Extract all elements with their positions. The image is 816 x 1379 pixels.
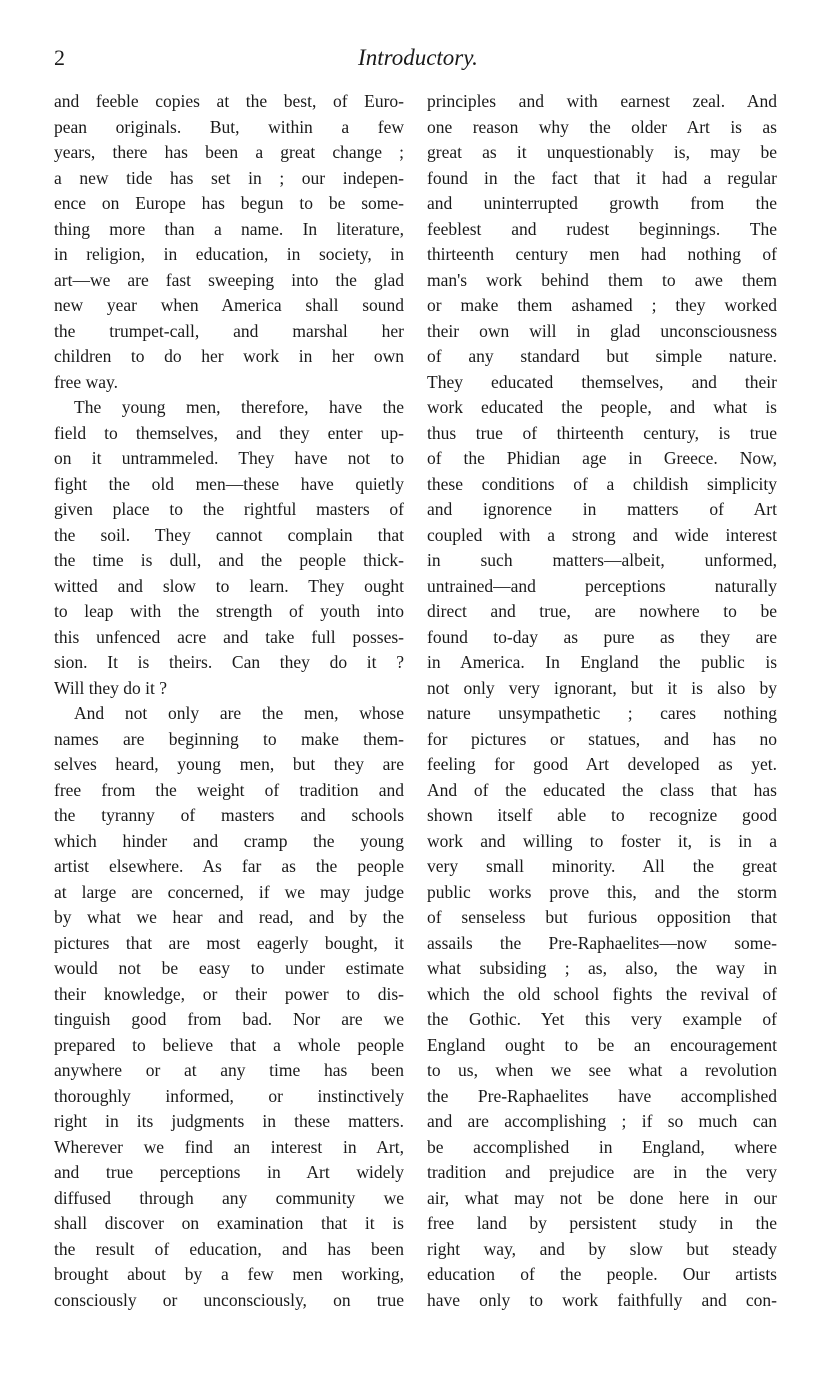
text-line: right in its judgments in these matters. (54, 1111, 404, 1131)
text-line: what subsiding ; as, also, the way in (427, 958, 777, 978)
text-line: not only very ignorant, but it is also by (427, 677, 777, 698)
text-line: man's work behind them to awe them (427, 269, 777, 290)
text-line: public works prove this, and the storm (427, 881, 777, 902)
text-line: field to themselves, and they enter up- (54, 422, 404, 443)
text-line: artist elsewhere. As far as the people (54, 856, 404, 876)
text-line: the time is dull, and the people thick- (54, 550, 404, 570)
text-line: free way. (54, 371, 118, 392)
text-line: by what we hear and read, and by the (54, 907, 404, 927)
text-line: ence on Europe has begun to be some- (54, 193, 404, 213)
text-line: diffused through any community we (54, 1187, 404, 1208)
text-line: Will they do it ? (54, 677, 168, 698)
text-line: which hinder and cramp the young (54, 830, 404, 851)
text-line: the trumpet-call, and marshal her (54, 320, 404, 341)
text-line: shown itself able to recognize good (427, 805, 777, 825)
text-line: education of the people. Our artists (427, 1264, 777, 1284)
text-line: untrained—and perceptions naturally (427, 575, 777, 596)
text-line: at large are concerned, if we may judge (54, 881, 404, 902)
text-line: new year when America shall sound (54, 295, 404, 315)
text-line: in religion, in education, in society, in (54, 244, 404, 264)
text-line: to leap with the strength of youth into (54, 601, 404, 621)
text-line: their knowledge, or their power to dis- (54, 983, 404, 1004)
text-line: anywhere or at any time has been (54, 1060, 404, 1080)
text-line: of the Phidian age in Greece. Now, (427, 448, 777, 468)
text-line: thing more than a name. In literature, (54, 218, 404, 239)
text-line: and are accomplishing ; if so much can (427, 1111, 777, 1131)
text-line: in such matters—albeit, unformed, (427, 550, 777, 570)
text-line: a new tide has set in ; our indepen- (54, 167, 404, 188)
text-line: which the old school fights the revival of (427, 983, 777, 1004)
text-line: principles and with earnest zeal. And (427, 91, 777, 111)
text-line: prepared to believe that a whole people (54, 1034, 404, 1055)
page-number: 2 (54, 45, 65, 70)
text-line: work and willing to foster it, is in a (427, 830, 777, 851)
text-line: in America. In England the public is (427, 652, 777, 672)
text-line: for pictures or statues, and has no (427, 728, 777, 749)
text-line: the result of education, and has been (54, 1238, 404, 1259)
text-line: nature unsympathetic ; cares nothing (427, 703, 777, 723)
text-line: and uninterrupted growth from the (427, 193, 777, 213)
text-line: found to-day as pure as they are (427, 626, 777, 647)
text-line: great as it unquestionably is, may be (427, 142, 777, 162)
text-line: The young men, therefore, have the (74, 397, 404, 417)
text-line: pean originals. But, within a few (54, 116, 404, 137)
text-line: of any standard but simple nature. (427, 346, 777, 366)
text-line: the Gothic. Yet this very example of (427, 1009, 777, 1029)
text-line: be accomplished in England, where (427, 1136, 777, 1157)
text-line: thoroughly informed, or instinctively (54, 1085, 404, 1106)
text-line: work educated the people, and what is (427, 397, 777, 417)
text-line: would not be easy to under estimate (54, 958, 404, 978)
text-line: selves heard, young men, but they are (54, 754, 404, 774)
text-line: of senseless but furious opposition that (427, 907, 777, 927)
text-line: tinguish good from bad. Nor are we (54, 1009, 404, 1029)
right-column (427, 89, 777, 1313)
text-line: given place to the rightful masters of (54, 499, 404, 519)
text-line: the tyranny of masters and schools (54, 805, 404, 825)
text-line: And not only are the men, whose (74, 703, 404, 723)
text-line: They educated themselves, and their (427, 371, 777, 392)
text-line: brought about by a few men working, (54, 1264, 404, 1284)
text-line: coupled with a strong and wide interest (427, 524, 777, 545)
text-line: or make them ashamed ; they worked (427, 295, 777, 315)
text-line: direct and true, are nowhere to be (427, 601, 777, 621)
text-line: have only to work faithfully and con- (427, 1289, 777, 1310)
text-line: the soil. They cannot complain that (54, 524, 404, 545)
text-line: shall discover on examination that it is (54, 1213, 404, 1233)
text-line: assails the Pre-Raphaelites—now some- (427, 932, 777, 953)
left-column (54, 89, 404, 1313)
text-line: feeblest and rudest beginnings. The (427, 218, 777, 239)
text-line: consciously or unconsciously, on true (54, 1289, 404, 1310)
text-line: England ought to be an encouragement (427, 1034, 777, 1055)
text-line: one reason why the older Art is as (427, 116, 777, 137)
text-line: right way, and by slow but steady (427, 1238, 777, 1259)
text-line: And of the educated the class that has (427, 779, 777, 800)
text-line: fight the old men—these have quietly (54, 473, 404, 494)
text-line: children to do her work in her own (54, 346, 404, 366)
text-line: these conditions of a childish simplicity (427, 473, 777, 494)
text-line: pictures that are most eagerly bought, it (54, 932, 404, 953)
text-line: names are beginning to make them- (54, 728, 404, 749)
text-line: and ignorence in matters of Art (427, 499, 777, 519)
text-line: sion. It is theirs. Can they do it ? (54, 652, 404, 672)
text-line: air, what may not be done here in our (427, 1187, 777, 1208)
text-line: thus true of thirteenth century, is true (427, 422, 777, 443)
text-line: thirteenth century men had nothing of (427, 244, 777, 264)
text-line: witted and slow to learn. They ought (54, 575, 404, 596)
text-line: free from the weight of tradition and (54, 779, 404, 800)
text-line: very small minority. All the great (427, 856, 777, 876)
text-line: their own will in glad unconsciousness (427, 320, 777, 341)
text-line: found in the fact that it had a regular (427, 167, 777, 188)
text-line: this unfenced acre and take full posses- (54, 626, 404, 647)
text-line: on it untrammeled. They have not to (54, 448, 404, 468)
text-line: years, there has been a great change ; (54, 142, 404, 162)
text-line: to us, when we see what a revolution (427, 1060, 777, 1080)
running-title: Introductory. (358, 45, 478, 70)
text-line: and feeble copies at the best, of Euro- (54, 91, 404, 111)
text-line: feeling for good Art developed as yet. (427, 754, 777, 774)
text-line: Wherever we find an interest in Art, (54, 1136, 404, 1157)
text-line: and true perceptions in Art widely (54, 1162, 404, 1182)
text-line: art—we are fast sweeping into the glad (54, 269, 404, 290)
text-line: free land by persistent study in the (427, 1213, 777, 1233)
text-line: the Pre-Raphaelites have accomplished (427, 1085, 777, 1106)
text-line: tradition and prejudice are in the very (427, 1162, 777, 1182)
